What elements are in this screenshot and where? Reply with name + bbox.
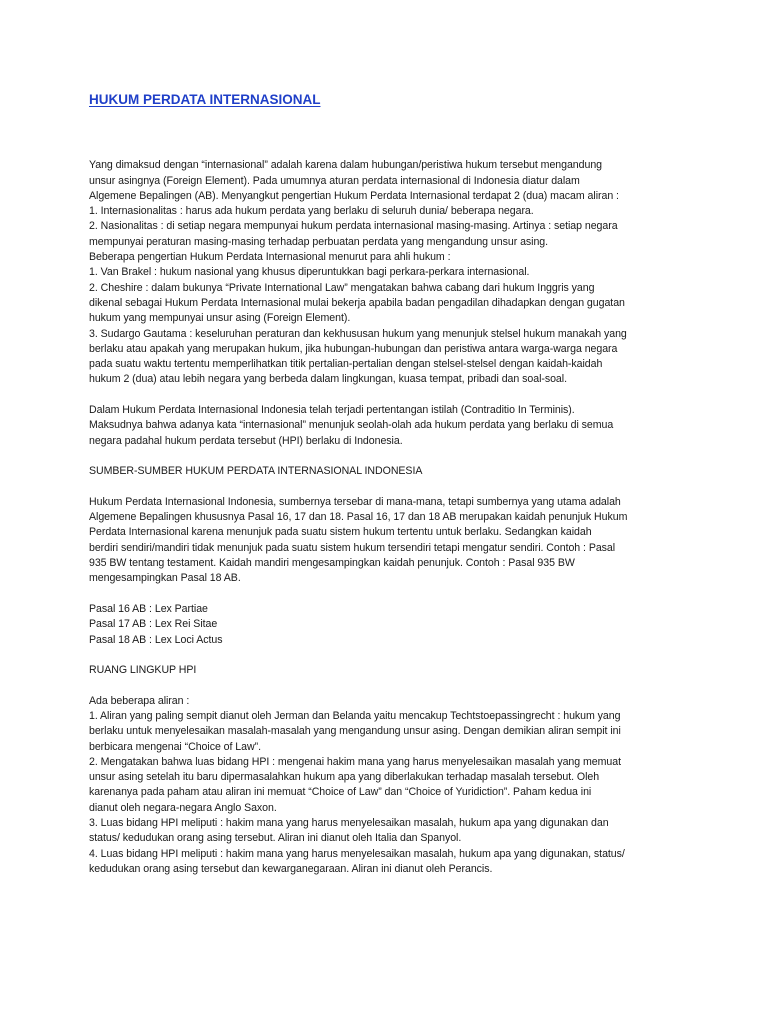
text-line: Pasal 18 AB : Lex Loci Actus (89, 633, 223, 646)
document-content (89, 91, 689, 877)
paragraph (89, 663, 689, 678)
paragraph (89, 464, 689, 479)
text-line: Pasal 17 AB : Lex Rei Sitae (89, 618, 218, 631)
text-line: status/ kedudukan orang asing tersebut. Aliran ini dianut oleh Italia dan Spanyol. (89, 832, 462, 845)
text-line: RUANG LINGKUP HPI (89, 664, 197, 677)
paragraph (89, 158, 689, 387)
text-line: Dalam Hukum Perdata Internasional Indonesia telah terjadi pertentangan istilah (Contraditio In Terminis). (89, 404, 575, 417)
paragraph (89, 694, 689, 878)
text-line: dikenal sebagai Hukum Perdata Internasional mulai bekerja apabila badan pengadilan dihadapkan dengan gugatan (89, 296, 625, 309)
document-title: HUKUM PERDATA INTERNASIONAL (89, 92, 321, 107)
text-line: unsur asingnya (Foreign Element). Pada umumnya aturan perdata internasional di Indonesia diatur dalam (89, 174, 580, 187)
text-line: mengesampingkan Pasal 18 AB. (89, 572, 241, 585)
text-line: Pasal 16 AB : Lex Partiae (89, 602, 208, 615)
text-line: 935 BW tentang testament. Kaidah mandiri mengesampingkan kaidah penunjuk. Contoh : Pasal 935 BW (89, 557, 575, 570)
text-line: kedudukan orang asing tersebut dan kewarganegaraan. Aliran ini dianut oleh Perancis. (89, 862, 493, 875)
text-line: 2. Cheshire : dalam bukunya “Private International Law” mengatakan bahwa cabang dari hukum Inggris yang (89, 281, 595, 294)
text-line: Algemene Bepalingen khususnya Pasal 16, 17 dan 18. Pasal 16, 17 dan 18 AB merupakan kaidah penunjuk Hukum (89, 511, 628, 524)
text-line: 3. Sudargo Gautama : keseluruhan peraturan dan kekhususan hukum yang menunjuk stelsel hukum manakah yang (89, 327, 627, 340)
text-line: pada suatu waktu tertentu memperlihatkan titik pertalian-pertalian dengan stelsel-stelsel dengan kaidah-kaidah (89, 358, 603, 371)
text-line: 1. Van Brakel : hukum nasional yang khusus diperuntukkan bagi perkara-perkara internasional. (89, 266, 530, 279)
text-line: Algemene Bepalingen (AB). Menyangkut pengertian Hukum Perdata Internasional terdapat 2 (dua) macam aliran : (89, 189, 619, 202)
text-line: mempunyai peraturan masing-masing terhadap perbuatan perdata yang mengandung unsur asing. (89, 235, 549, 248)
text-line: berlaku untuk menyelesaikan masalah-masalah yang mengandung unsur asing. Dengan demikian aliran sempit ini (89, 725, 621, 738)
text-line: negara padahal hukum perdata tersebut (HPI) berlaku di Indonesia. (89, 434, 403, 447)
document-body (89, 158, 689, 877)
text-line: unsur asing setelah itu baru dipermasalahkan hukum apa yang diberlakukan terhadap masalah tersebut. Oleh (89, 771, 600, 784)
text-line: 3. Luas bidang HPI meliputi : hakim mana yang harus menyelesaikan masalah, hukum apa yang digunakan dan (89, 817, 609, 830)
text-line: 2. Nasionalitas : di setiap negara mempunyai hukum perdata internasional masing-masing. Artinya : setiap negara (89, 220, 618, 233)
text-line: berlaku atau apakah yang merupakan hukum, jika hubungan-hubungan dan peristiwa antara warga-warga negara (89, 342, 618, 355)
text-line: Ada beberapa aliran : (89, 694, 190, 707)
text-line: Perdata Internasional karena menunjuk pada suatu sistem hukum tertentu untuk berlaku. Sedangkan kaidah (89, 526, 592, 539)
text-line: 2. Mengatakan bahwa luas bidang HPI : mengenai hakim mana yang harus menyelesaikan masalah yang memuat (89, 755, 621, 768)
paragraph (89, 602, 689, 648)
text-line: hukum yang mempunyai unsur asing (Foreign Element). (89, 312, 351, 325)
paragraph (89, 495, 689, 587)
text-line: 4. Luas bidang HPI meliputi : hakim mana yang harus menyelesaikan masalah, hukum apa yang digunakan, status/ (89, 847, 625, 860)
text-line: Maksudnya bahwa adanya kata “internasional” menunjuk seolah-olah ada hukum perdata yang berlaku di semua (89, 419, 614, 432)
text-line: Beberapa pengertian Hukum Perdata Internasional menurut para ahli hukum : (89, 251, 451, 264)
text-line: dianut oleh negara-negara Anglo Saxon. (89, 801, 277, 814)
text-line: Hukum Perdata Internasional Indonesia, sumbernya tersebar di mana-mana, tetapi sumbernya yang utama adalah (89, 495, 621, 508)
text-line: berbicara mengenai “Choice of Law”. (89, 740, 261, 753)
paragraph (89, 403, 689, 449)
text-line: karenanya pada paham atau aliran ini memuat “Choice of Law” dan “Choice of Yuridiction”. Paham kedua ini (89, 786, 592, 799)
text-line: 1. Internasionalitas : harus ada hukum perdata yang berlaku di seluruh dunia/ beberapa negara. (89, 205, 534, 218)
text-line: 1. Aliran yang paling sempit dianut oleh Jerman dan Belanda yaitu mencakup Techtstoepassingrecht : hukum yang (89, 709, 621, 722)
text-line: SUMBER-SUMBER HUKUM PERDATA INTERNASIONAL INDONESIA (89, 465, 423, 478)
text-line: Yang dimaksud dengan “internasional” adalah karena dalam hubungan/peristiwa hukum tersebut mengandung (89, 159, 603, 172)
text-line: hukum 2 (dua) atau lebih negara yang berbeda dalam lingkungan, kuasa tempat, pribadi dan soal-soal. (89, 373, 567, 386)
text-line: berdiri sendiri/mandiri tidak menunjuk pada suatu sistem hukum tersendiri tetapi mengatur sendiri. Contoh : Pasal (89, 541, 616, 554)
